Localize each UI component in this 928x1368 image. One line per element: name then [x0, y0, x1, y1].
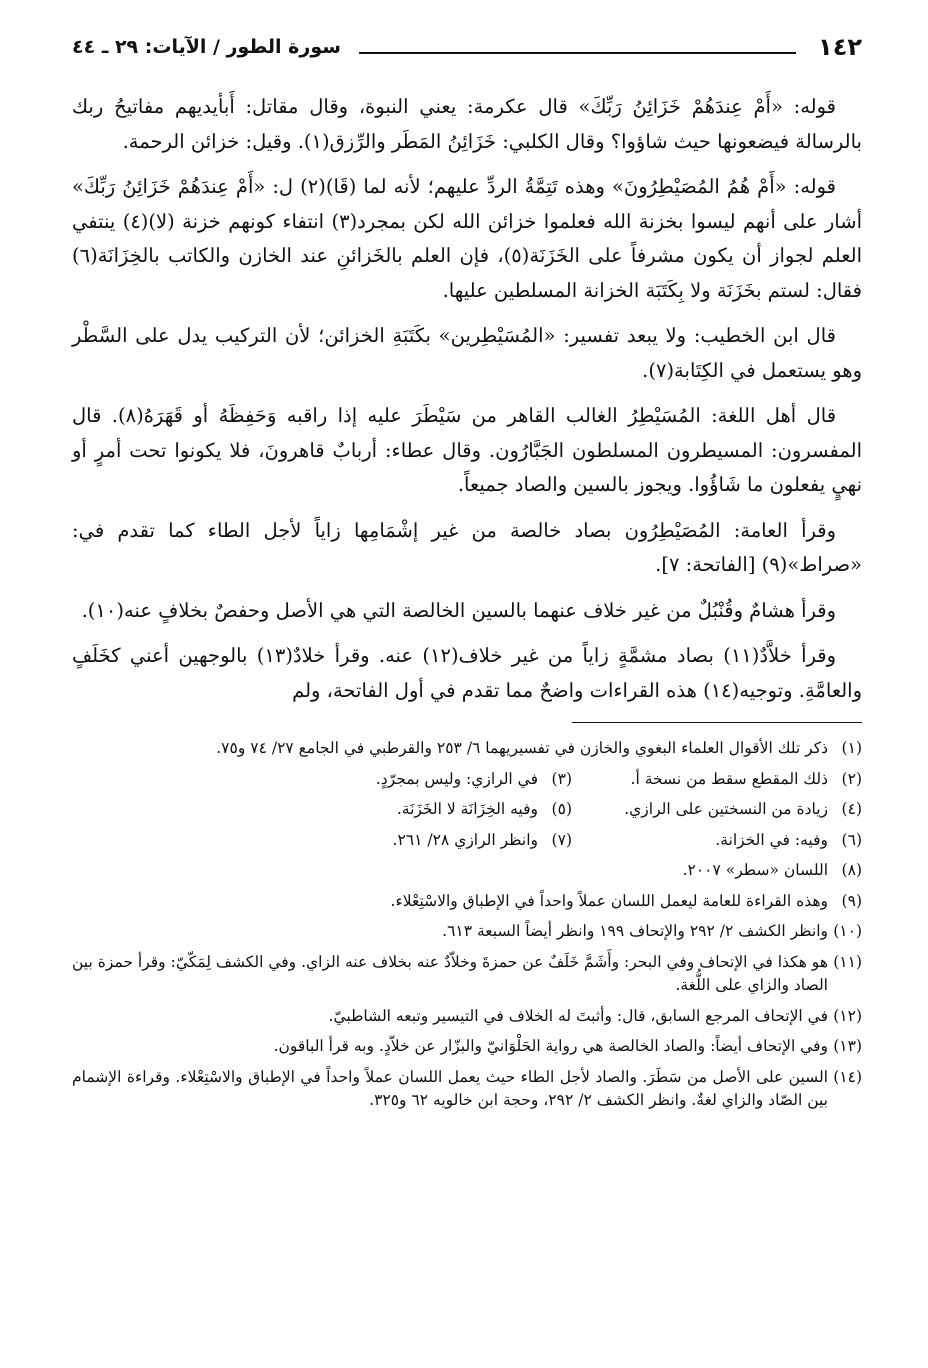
footnote-14 [72, 1066, 862, 1113]
footnote-9 [72, 890, 862, 914]
footnote-text: ذلك المقطع سقط من نسخة أ. [630, 769, 828, 788]
footnote-12 [72, 1005, 862, 1029]
footnote-13 [72, 1035, 862, 1059]
footnote-row [72, 768, 862, 792]
footnote-10 [72, 920, 862, 944]
footnote-number: (٥) [551, 800, 572, 818]
footnote-number: (١٣) [833, 1037, 862, 1055]
header-rule [359, 52, 796, 54]
footnote-number: (١٤) [833, 1067, 862, 1086]
footnote-8 [72, 859, 862, 883]
paragraph-1: قوله: «أَمْ عِندَهُمْ خَزَائِنُ رَبِّكَ» قال عكرمة: يعني النبوة، وقال مقاتل: أَبأيديهم مفاتيحُ ربك بالرسالة فيضعونها حيث شاؤوا؟ وقال الكلبي: خَزَائِنُ المَطَر والرِّزق(١). وقيل: خزائن الرحمة. [72, 95, 862, 153]
paragraph-3: قال ابن الخطيب: ولا يبعد تفسير: «المُسَيْطِرين» بكَتَبَةِ الخزائن؛ لأن التركيب يدل على السَّطْر وهو يستعمل في الكِتَابة(٧). [72, 324, 862, 382]
footnote-text: اللسان «سطر» ٢٠٠٧. [682, 861, 828, 879]
footnote-1 [72, 737, 862, 761]
main-text [72, 90, 862, 708]
paragraph-4: قال أهل اللغة: المُسَيْطِرُ الغالب القاهر من سَيْطَرَ عليه إذا راقبه وَحَفِظَهُ أو قَهَرَهُ(٨). قال المفسرون: المسيطرون المسلطون الجَبَّارُون. وقال عطاء: أربابٌ قاهرونَ، فلا يكونوا تحت أمرٍ أو نهيٍ يفعلون ما شَاؤُوا. ويجوز بالسين والصاد جميعاً. [72, 404, 862, 496]
footnote-number: (٧) [551, 830, 572, 849]
page-number: ١٤٢ [818, 33, 862, 61]
footnotes [72, 737, 862, 1113]
footnote-number: (١١) [833, 952, 862, 971]
footnote-number: (١) [841, 739, 862, 757]
footnote-text: السين على الأصل من سَطَرَ. والصاد لأجل الطاء حيث يعمل اللسان عملاً واحداً في الإطباق والاسْتِعْلاء. وقراءة الإشمام بين الصّاد والزاي لغةٌ. وانظر الكشف ٢/ ٢٩٢، وحجة ابن خالويه ٦٢ و٣٢٥. [72, 1067, 828, 1109]
running-head: سورة الطور / الآيات: ٢٩ ـ ٤٤ [72, 36, 341, 58]
footnote-4 [572, 798, 862, 822]
footnote-number: (١٢) [833, 1006, 862, 1025]
footnote-text: وفي الإتحاف أيضاً: والصاد الخالصة هي رواية الحَلْوَانيّ والبزّار عن خلاّدٍ. وبه قرأ الباقون. [273, 1037, 828, 1055]
footnote-text: وهذه القراءة للعامة ليعمل اللسان عملاً واحداً في الإطباق والاسْتِعْلاء. [390, 891, 828, 910]
footnote-number: (٤) [841, 800, 862, 818]
page-header [72, 28, 862, 66]
paragraph-6: وقرأ هشامٌ وقُنْبُلٌ من غير خلاف عنهما بالسين الخالصة التي هي الأصل وحفصٌ بخلافٍ عنه(١٠). [81, 598, 836, 622]
paragraph-5: وقرأ العامة: المُصَيْطِرُون بصاد خالصة من غير إشْمَامِها زاياً لأجل الطاء كما تقدم في: «صراط»(٩) [الفاتحة: ٧]. [72, 518, 862, 576]
footnote-text: وفيه الخِزَانَة لا الخَزَنَة. [396, 800, 538, 818]
footnote-2 [572, 768, 862, 792]
footnote-number: (٢) [841, 769, 862, 788]
footnote-5 [172, 798, 572, 822]
paragraph-7: وقرأ خلاَّدٌ(١١) بصاد مشمَّةٍ زاياً من غير خلاف(١٢) عنه. وقرأ خلادٌ(١٣) بالوجهين أعني كخَلَفٍ والعامَّةِ. وتوجيه(١٤) هذه القراءات واضحٌ مما تقدم في أول الفاتحة، ولم [72, 644, 862, 702]
footnote-6 [572, 829, 862, 853]
book-page [72, 28, 862, 1120]
footnote-text: في الإتحاف المرجع السابق، قال: وأثبتَ له الخلاف في التيسير وتبعه الشاطبيّ. [328, 1006, 828, 1025]
footnote-number: (٨) [841, 861, 862, 879]
footnote-text: هو هكذا في الإتحاف وفي البحر: وأَشَمَّ خَلَفٌ عن حمزةَ وخلاّدٌ عنه بخلاف عنه الزاي. وفي الكشف لِمَكّيّ: وقرأ حمزة بين الصاد والزاي على اللُّغة. [72, 952, 828, 994]
footnote-separator [572, 722, 862, 723]
footnote-text: وانظر الرازي ٢٨/ ٢٦١. [392, 830, 538, 849]
footnote-text: وفيه: في الخزانة. [715, 830, 828, 849]
footnote-11 [72, 951, 862, 998]
footnote-number: (٩) [841, 891, 862, 910]
footnote-text: زيادة من النسختين على الرازي. [624, 800, 828, 818]
footnote-3 [172, 768, 572, 792]
footnote-text: وانظر الكشف ٢/ ٢٩٢ والإتحاف ١٩٩ وانظر أيضاً السبعة ٦١٣. [442, 922, 828, 940]
footnote-row [72, 798, 862, 822]
footnote-row [72, 829, 862, 853]
footnote-number: (٦) [841, 830, 862, 849]
footnote-number: (١٠) [833, 922, 862, 940]
paragraph-2: قوله: «أَمْ هُمُ المُصَيْطِرُونَ» وهذه تَتِمَّةُ الردِّ عليهم؛ لأنه لما (قَا)(٢) ل: «أَمْ عِندَهُمْ خَزَائِنُ رَبِّكَ» أشار على أنهم ليسوا بخزنة الله فعلموا خزائن الله لكن بمجرد(٣) انتفاء كونهم خزنة (لا)(٤) ينتفي العلم لجواز أن يكون مشرفاً على الخَزَنَة(٥)، فإن العلم بالخَزائنِ عند الخازن والكاتب بالخِزَانَة(٦) فقال: لستم بخَزَنَة ولا بِكَتَبَة الخزانة المسلطين عليها. [72, 175, 862, 302]
footnote-text: ذكر تلك الأقوال العلماء البغوي والخازن في تفسيريهما ٦/ ٢٥٣ والقرطبي في الجامع ٢٧/ ٧٤ و٧٥. [216, 739, 828, 757]
footnote-number: (٣) [551, 769, 572, 788]
footnote-7 [172, 829, 572, 853]
footnote-text: في الرازي: وليس بمجرّدٍ. [375, 769, 538, 788]
